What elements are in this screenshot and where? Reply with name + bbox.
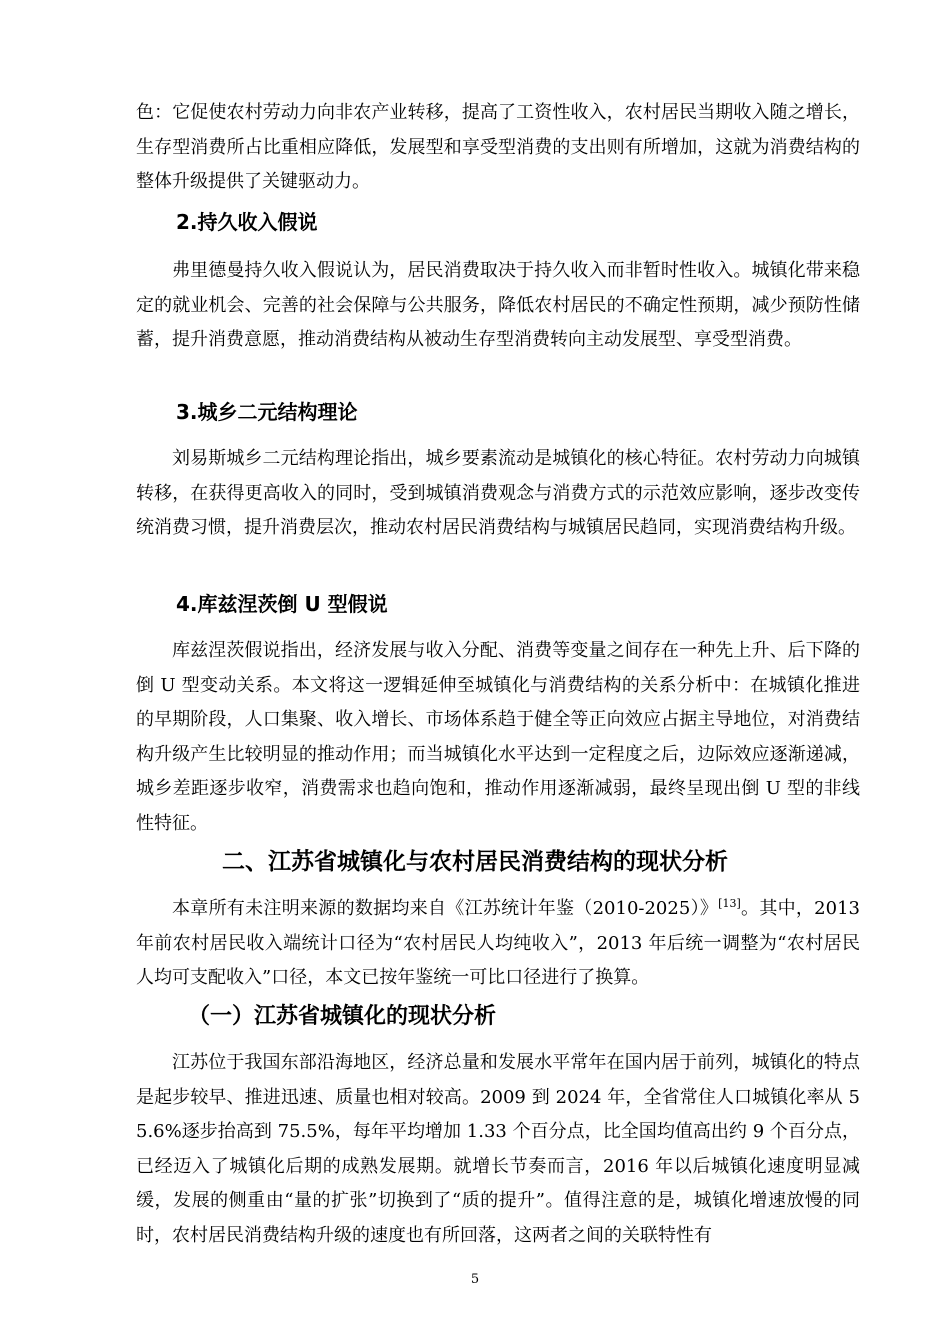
paragraph-permanent-income: 弗里德曼持久收入假说认为，居民消费取决于持久收入而非暂时性收入。城镇化带来稳定的就业机会、完善的社会保障与公共服务，降低农村居民的不确定性预期，减少预防性储蓄，提升消费意愿，推动消费结构从被动生存型消费转向主动发展型、享受型消费。 <box>136 260 860 350</box>
citation-reference[interactable]: [13] <box>718 897 741 910</box>
heading-kuznets: 4.库兹涅茨倒 U 型假说 <box>176 592 388 616</box>
paragraph-urbanization-status: 江苏位于我国东部沿海地区，经济总量和发展水平常年在国内居于前列，城镇化的特点是起步较早、推进迅速、质量也相对较高。2009 到 2024 年，全省常住人口城镇化率从 55.6%逐步抬高到 75.5%，每年平均增加 1.33 个百分点，比全国均值高出约 9 个百分点，已经迈入了城镇化后期的成熟发展期。就增长节奏而言，2016 年以后城镇化速度明显减缓，发展的侧重由“量的扩张”切换到了“质的提升”。值得注意的是，城镇化增速放慢的同时，农村居民消费结构升级的速度也有所回落，这两者之间的关联特性有 <box>136 1052 860 1246</box>
data-source-text: 本章所有未注明来源的数据均来自《江苏统计年鉴（2010-2025）》 <box>172 898 719 919</box>
chapter-title: 二、江苏省城镇化与农村居民消费结构的现状分析 <box>222 849 728 875</box>
data-source-text-cont: 。其中，2013 年前农村居民收入端统计口径为“农村居民人均纯收入”，2013 年后统一调整为“农村居民人均可支配收入”口径，本文已按年鉴统一可比口径进行了换算。 <box>136 898 860 988</box>
heading-dual-structure: 3.城乡二元结构理论 <box>176 400 358 424</box>
paragraph-data-source <box>136 892 860 996</box>
paragraph-dual-structure: 刘易斯城乡二元结构理论指出，城乡要素流动是城镇化的核心特征。农村劳动力向城镇转移，在获得更高收入的同时，受到城镇消费观念与消费方式的示范效应影响，逐步改变传统消费习惯，提升消费层次，推动农村居民消费结构与城镇居民趋同，实现消费结构升级。 <box>136 448 860 538</box>
section-title: （一）江苏省城镇化的现状分析 <box>188 1004 497 1029</box>
page-number: 5 <box>470 1272 480 1287</box>
heading-permanent-income: 2.持久收入假说 <box>176 210 318 234</box>
paragraph-kuznets: 库兹涅茨假说指出，经济发展与收入分配、消费等变量之间存在一种先上升、后下降的倒 U 型变动关系。本文将这一逻辑延伸至城镇化与消费结构的关系分析中：在城镇化推进的早期阶段，人口集聚、收入增长、市场体系趋于健全等正向效应占据主导地位，对消费结构升级产生比较明显的推动作用；而当城镇化水平达到一定程度之后，边际效应逐渐递减，城乡差距逐步收窄，消费需求也趋向饱和，推动作用逐渐减弱，最终呈现出倒 U 型的非线性特征。 <box>136 640 860 834</box>
paragraph-income-effect: 色：它促使农村劳动力向非农产业转移，提高了工资性收入，农村居民当期收入随之增长，生存型消费所占比重相应降低，发展型和享受型消费的支出则有所增加，这就为消费结构的整体升级提供了关键驱动力。 <box>136 102 860 192</box>
